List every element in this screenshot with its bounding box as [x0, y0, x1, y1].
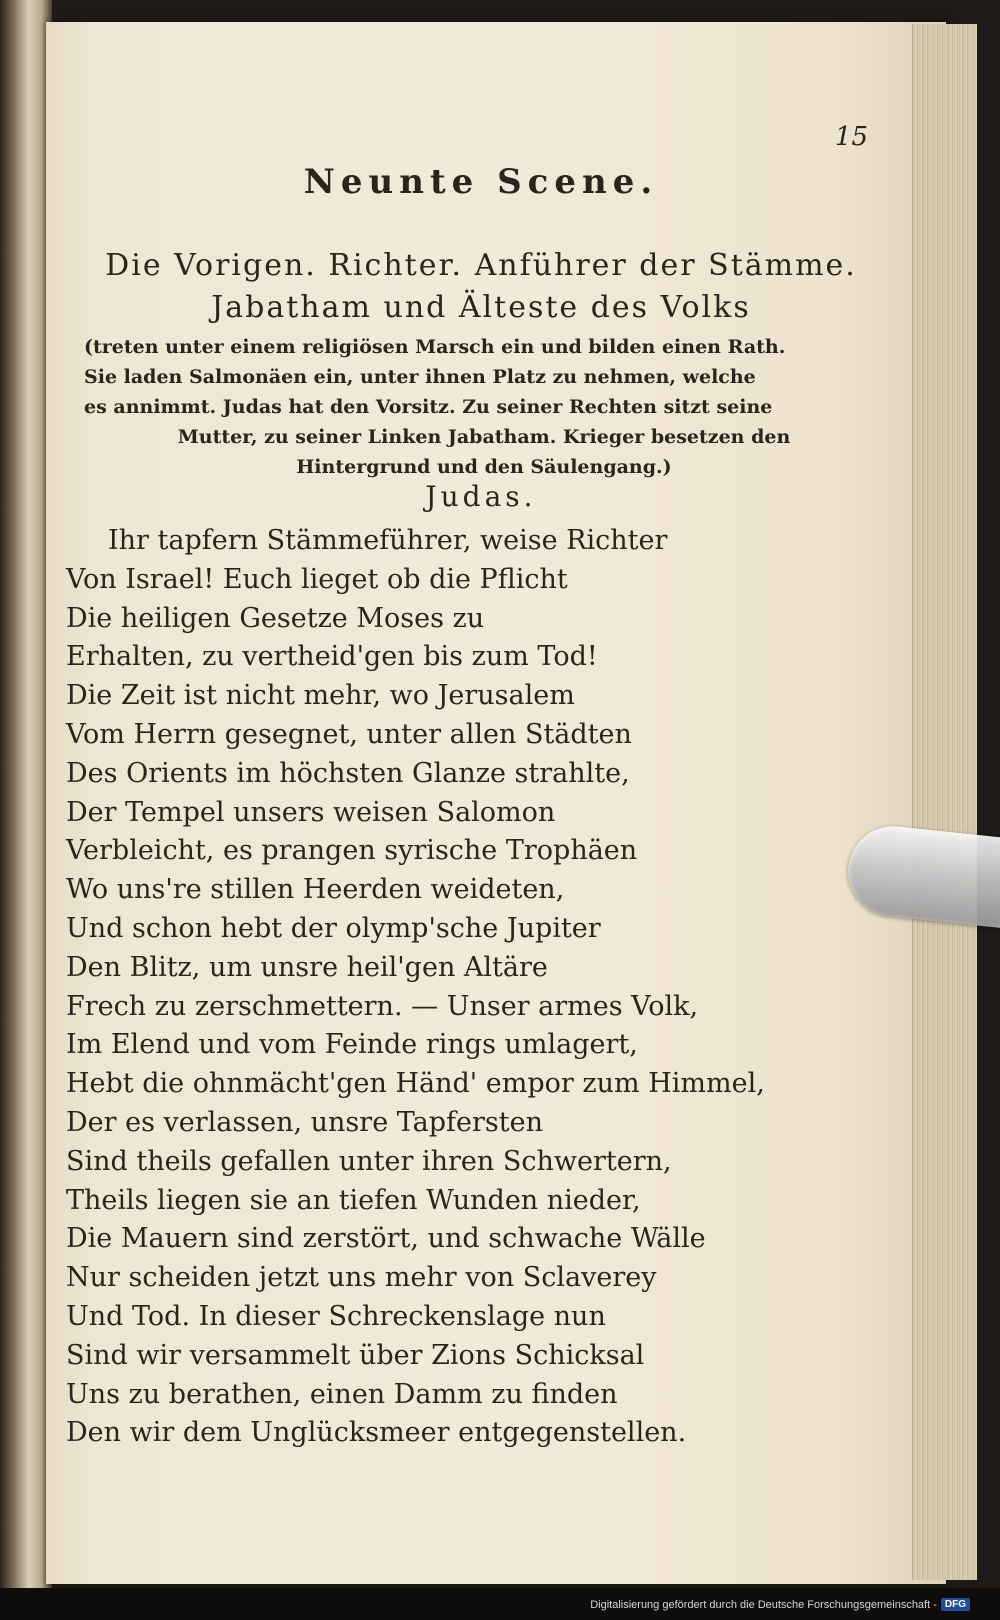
verse-line: Der Tempel unsers weisen Salomon	[66, 796, 556, 828]
page-number: 15	[834, 122, 868, 152]
verse-line: Ihr tapfern Stämmeführer, weise Richter	[108, 525, 668, 556]
speaker-name: Judas.	[425, 480, 537, 513]
stage-line: Sie laden Salmonäen ein, unter ihnen Platz zu nehmen, welche	[84, 366, 756, 388]
verse-line: Uns zu berathen, einen Damm zu finden	[66, 1378, 618, 1410]
page-text	[46, 22, 916, 1584]
verse-line: Die heiligen Gesetze Moses zu	[66, 602, 485, 634]
cast-line-2: Jabatham und Älteste des Volks	[211, 290, 751, 325]
verse-line: Wo uns're stillen Heerden weideten,	[66, 874, 565, 906]
verse-line: Nur scheiden jetzt uns mehr von Sclaverey	[66, 1262, 657, 1294]
cast-line-1: Die Vorigen. Richter. Anführer der Stämme.	[105, 248, 857, 283]
verse-line: Die Mauern sind zerstört, und schwache Wälle	[66, 1223, 706, 1255]
stage-line: Hintergrund und den Säulengang.)	[296, 456, 672, 478]
verse-line: Theils liegen sie an tiefen Wunden nieder,	[66, 1184, 641, 1216]
verse-line: Und Tod. In dieser Schreckenslage nun	[66, 1300, 606, 1332]
verse-line: Die Zeit ist nicht mehr, wo Jerusalem	[66, 680, 575, 712]
dfg-credit	[590, 1598, 970, 1611]
stage-line: (treten unter einem religiösen Marsch ein und bilden einen Rath.	[84, 336, 786, 358]
verse-line: Der es verlassen, unsre Tapfersten	[66, 1106, 543, 1138]
verse-line: Sind wir versammelt über Zions Schicksal	[66, 1339, 645, 1371]
verse-line: Vom Herrn gesegnet, unter allen Städten	[66, 718, 632, 750]
book-left-edge	[0, 0, 52, 1590]
stage-direction	[84, 332, 884, 482]
verse-line: Hebt die ohnmächt'gen Händ' empor zum Himmel,	[66, 1068, 765, 1100]
verse-line: Den Blitz, um unsre heil'gen Altäre	[66, 951, 548, 983]
verse-line: Den wir dem Unglücksmeer entgegenstellen.	[66, 1417, 687, 1449]
verse-line: Von Israel! Euch lieget ob die Pflicht	[66, 563, 568, 595]
verse-line: Des Orients im höchsten Glanze strahlte,	[66, 757, 630, 789]
verse-line: Frech zu zerschmettern. — Unser armes Volk,	[66, 990, 699, 1022]
stage-line: Mutter, zu seiner Linken Jabatham. Krieger besetzen den	[177, 426, 791, 448]
verse-line: Verbleicht, es prangen syrische Trophäen	[66, 835, 638, 867]
verse-line: Erhalten, zu vertheid'gen bis zum Tod!	[66, 641, 598, 673]
page-stack-edge	[912, 24, 977, 1580]
scene-title: Neunte Scene.	[303, 162, 659, 202]
dfg-logo-icon: DFG	[941, 1598, 970, 1611]
verse-line: Sind theils gefallen unter ihren Schwertern,	[66, 1145, 672, 1177]
dfg-credit-text: Digitalisierung gefördert durch die Deutsche Forschungsgemeinschaft -	[590, 1598, 937, 1611]
verse-line: Im Elend und vom Feinde rings umlagert,	[66, 1029, 638, 1061]
verse-block	[66, 522, 886, 1453]
verse-line: Und schon hebt der olymp'sche Jupiter	[66, 912, 601, 944]
stage-line: es annimmt. Judas hat den Vorsitz. Zu seiner Rechten sitzt seine	[84, 396, 773, 418]
